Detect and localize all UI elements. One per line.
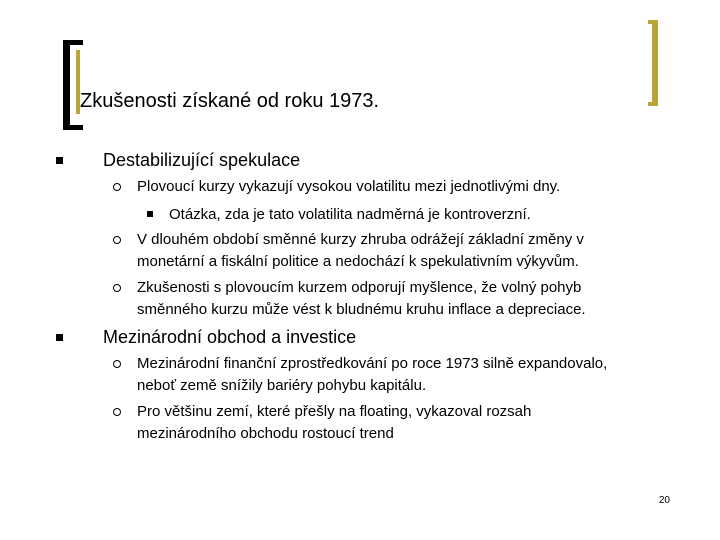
- section-bullet-icon: [56, 157, 63, 164]
- sub-bullet-text: Otázka, zda je tato volatilita nadměrná je kontroverzní.: [169, 206, 531, 223]
- page-number: 20: [658, 495, 670, 506]
- bullet-text-line: mezinárodního obchodu rostoucí trend: [137, 425, 394, 442]
- bullet-text-line: neboť země snížily bariéry pohybu kapitálu.: [137, 377, 427, 394]
- slide-title: Zkušenosti získané od roku 1973.: [80, 90, 380, 112]
- section-bullet-icon: [56, 334, 63, 341]
- bullet-text-line: Zkušenosti s plovoucím kurzem odporují myšlence, že volný pohyb: [137, 279, 582, 296]
- circle-bullet-icon: [113, 284, 121, 292]
- left-bracket-decoration: [63, 40, 70, 130]
- right-bracket-bottom: [648, 102, 658, 106]
- square-bullet-icon: [147, 211, 153, 217]
- bullet-text-line: směnného kurzu může vést k bludnému kruhu inflace a depreciace.: [137, 301, 586, 318]
- bullet-text-line: monetární a fiskální politice a nedochází k spekulativním výkyvům.: [137, 253, 579, 270]
- bullet-text-line: Pro většinu zemí, které přešly na floating, vykazoval rozsah: [137, 403, 532, 420]
- right-bracket-decoration: [652, 20, 658, 106]
- circle-bullet-icon: [113, 408, 121, 416]
- bullet-text-line: V dlouhém období směnné kurzy zhruba odrážejí základní změny v: [137, 231, 584, 248]
- left-bracket-top: [63, 40, 83, 45]
- section-heading: Destabilizující spekulace: [103, 150, 301, 170]
- right-bracket-top: [648, 20, 658, 24]
- section-heading: Mezinárodní obchod a investice: [103, 327, 357, 347]
- bullet-text-line: Plovoucí kurzy vykazují vysokou volatilitu mezi jednotlivými dny.: [137, 178, 561, 195]
- circle-bullet-icon: [113, 360, 121, 368]
- left-bracket-bottom: [63, 125, 83, 130]
- bullet-text-line: Mezinárodní finanční zprostředkování po roce 1973 silně expandovalo,: [137, 355, 608, 372]
- circle-bullet-icon: [113, 183, 121, 191]
- circle-bullet-icon: [113, 236, 121, 244]
